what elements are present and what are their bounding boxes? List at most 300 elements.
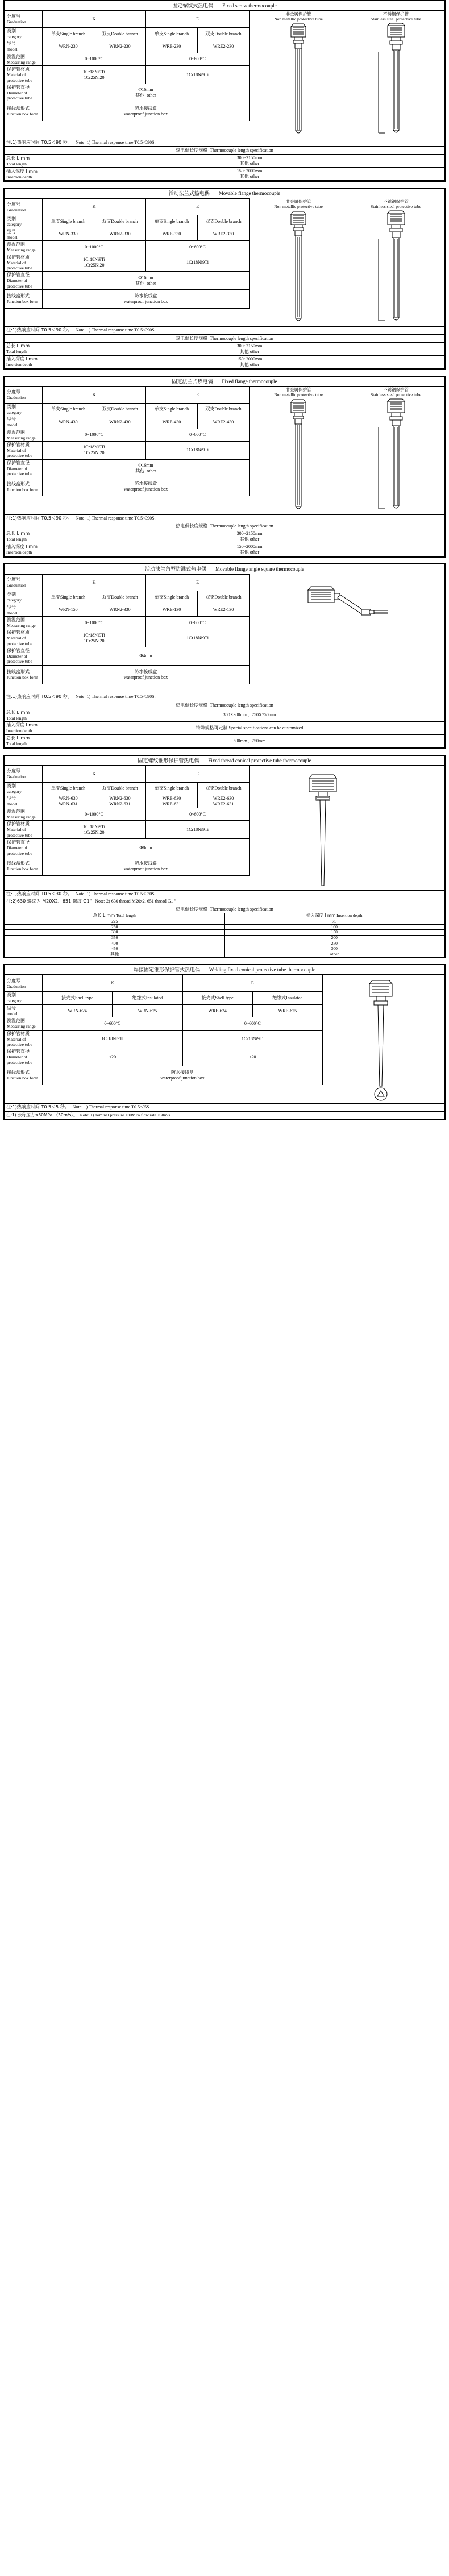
row-graduation: [5, 11, 250, 28]
row-label-en: Diameter of protective tube: [7, 654, 32, 664]
welded-conical-illustration: [352, 978, 415, 1103]
label-total-length: [5, 709, 55, 721]
diameter-value: Φ16mm 其他 other: [43, 459, 250, 477]
section-title-en: Movable flange angle square thermocouple: [215, 566, 304, 572]
section-body: [5, 975, 444, 1103]
label-category: [5, 215, 43, 228]
graduation-e: E: [146, 199, 250, 215]
row-material: [5, 441, 250, 459]
row-model: [5, 416, 250, 429]
model-cell: WRN2-630 WRN2-631: [94, 795, 146, 808]
row-category: [5, 215, 250, 228]
row-insertion-depth: [5, 168, 444, 181]
section-body: [5, 766, 444, 890]
label-insertion-depth: [5, 168, 55, 181]
note-thread: 注:2)630 螺纹为 M20X2、651 螺纹 G1" Note: 2) 630 thread M20x2, 651 thread G1 ": [5, 898, 444, 905]
row-label-cn: 总长 L mm: [6, 709, 30, 715]
material-k: 1Cr18Ni9Ti 1Cr25Ni20: [43, 441, 146, 459]
model-cell: WRN-625: [113, 1004, 182, 1017]
illustration-panel: [250, 766, 444, 890]
row-diameter: [5, 1048, 323, 1066]
row-label-en: Total length: [6, 537, 27, 542]
row-category: [5, 28, 250, 40]
row-junction: [5, 102, 250, 121]
row-label-cn: 保护管材质: [7, 630, 30, 635]
numtable-cell: 225: [5, 919, 225, 925]
row-diameter: [5, 272, 250, 290]
row-label-cn: 保护管直径: [7, 840, 30, 845]
label-model: [5, 795, 43, 808]
row-label-cn: 型号: [7, 41, 16, 47]
model-cell: WRE2-330: [198, 228, 250, 240]
row-label-cn: 接线盒形式: [7, 481, 30, 487]
row-label-en: model: [7, 234, 18, 240]
numtable-cell: 400: [5, 941, 225, 946]
graduation-k: K: [43, 11, 146, 28]
angle-square-illustration: [305, 582, 390, 693]
total-length-value: 300~2150mm 其他 other: [55, 342, 444, 355]
illustration-non-metallic: [250, 387, 347, 514]
numtable-row: [5, 946, 444, 952]
label-graduation: [5, 387, 43, 403]
numtable-header: [5, 913, 444, 919]
model-cell: WRE2-130: [198, 604, 250, 616]
row-label-cn: 分度号: [7, 978, 20, 983]
label-junction: [5, 102, 43, 121]
numtable-cell: 150: [224, 930, 444, 936]
spec-panel: [5, 11, 250, 139]
material-k: 1Cr18Ni9Ti 1Cr25Ni20: [43, 66, 146, 84]
category-e-b: 双支Double branch: [198, 782, 250, 795]
row-junction: [5, 1066, 323, 1085]
category-e-a: 单支Single branch: [146, 28, 198, 40]
label-insertion-depth: [5, 721, 55, 734]
row-label-cn: 保护管直径: [7, 460, 30, 466]
row-range: [5, 808, 250, 821]
row-label-en: model: [7, 610, 18, 616]
row-label-cn: 保护管材质: [7, 442, 30, 447]
pic-image-welded: [323, 975, 444, 1103]
diameter-value: Φ4mm: [43, 647, 250, 666]
section-body: [5, 387, 444, 514]
row-material: [5, 629, 250, 647]
category-k-a: 单支Single branch: [43, 28, 94, 40]
pic-caption-stainless: 不锈钢保护管 Stainless steel protective tube: [371, 387, 421, 397]
model-cell: WRE2-430: [198, 416, 250, 429]
numtable-cell: 250: [224, 941, 444, 946]
model-cell: WRN2-230: [94, 40, 146, 53]
label-category: [5, 782, 43, 795]
row-label-en: Measuring range: [7, 815, 36, 820]
row-label-cn: 总长 L mm: [6, 343, 30, 349]
spec-table: [5, 574, 250, 684]
row-label-en: Junction box form: [7, 675, 38, 680]
label-insertion-depth: [5, 543, 55, 556]
material-k: 1Cr18Ni9Ti 1Cr25Ni20: [43, 821, 146, 839]
section-title-cn: 固定螺纹锥形保护管热电偶: [138, 758, 199, 764]
row-label-en: Material of protective tube: [7, 260, 32, 271]
material-e: 1Cr18Ni9Ti: [146, 821, 250, 839]
pic-image-non-metallic: [250, 210, 347, 326]
graduation-k: K: [43, 766, 146, 782]
numtable-cell: 300: [5, 930, 225, 936]
length-spec-table: [5, 154, 444, 181]
row-model: [5, 1004, 323, 1017]
label-range: [5, 1017, 43, 1030]
note-thermal-response: 注:1)热响应时间 T0.5＜90 秒。 Note: 1) Thermal response time T0.5＜90S.: [5, 514, 444, 522]
pic-image-conical: [250, 766, 444, 890]
category-e-b: 双支Double branch: [198, 403, 250, 416]
row-label-cn: 测温范围: [7, 1018, 25, 1024]
section-fixed-conical: [3, 755, 446, 959]
model-cell: WRN-150: [43, 604, 94, 616]
row-label-cn: 保护管直径: [7, 84, 30, 90]
label-material: [5, 1030, 43, 1048]
row-graduation: [5, 199, 250, 215]
insertion-depth-value: 150~2000mm 其他 other: [55, 168, 444, 181]
label-model: [5, 228, 43, 240]
row-label-en: Junction box form: [7, 866, 38, 872]
junction-value: 防水接线盒 waterproof junction box: [43, 665, 250, 684]
row-label-cn: 类别: [7, 404, 16, 409]
row-diameter: [5, 459, 250, 477]
section-title-cn: 固定螺纹式热电偶: [172, 3, 214, 9]
label-junction: [5, 1066, 43, 1085]
pic-caption-non-metallic: 非金属保护管 Non metallic protective tube: [274, 11, 323, 22]
section-title: [5, 756, 444, 766]
label-graduation: [5, 766, 43, 782]
row-label-en: Measuring range: [7, 247, 36, 253]
junction-value: 防水接线盒 waterproof junction box: [43, 102, 250, 121]
label-total-length: [5, 530, 55, 543]
model-cell: WRN-630 WRN-631: [43, 795, 94, 808]
row-label-en: Graduation: [7, 395, 26, 401]
row-material: [5, 66, 250, 84]
row-label-en: Total length: [6, 715, 27, 721]
length-spec-title: 热电偶长度规格 Thermocouple length specification: [5, 905, 444, 913]
length-spec-table: [5, 342, 444, 369]
graduation-k: K: [43, 975, 182, 992]
row-label-cn: 接线盒形式: [7, 1070, 30, 1075]
row-label-cn: 测温范围: [7, 617, 25, 622]
category-e-a: 接壳式Shell type: [182, 992, 252, 1004]
section-fixed-screw: [3, 0, 446, 182]
row-label-en: Diameter of protective tube: [7, 278, 32, 289]
label-category: [5, 28, 43, 40]
category-k-a: 接壳式Shell type: [43, 992, 113, 1004]
diameter-value: Φ16mm 其他 other: [43, 272, 250, 290]
pic-caption-stainless: 不锈钢保护管 Stainless steel protective tube: [371, 199, 421, 210]
label-total-length-alt: [5, 735, 55, 747]
label-range: [5, 616, 43, 629]
section-title-cn: 固定法兰式热电偶: [172, 379, 213, 385]
row-label-en: Diameter of protective tube: [7, 1054, 32, 1065]
category-e-a: 单支Single branch: [146, 782, 198, 795]
row-range: [5, 1017, 323, 1030]
category-k-b: 双支Double branch: [94, 215, 146, 228]
non-metallic-tube-illustration: [278, 398, 318, 514]
row-material: [5, 1030, 323, 1048]
numtable-cell: 75: [224, 919, 444, 925]
row-label-cn: 测温范围: [7, 242, 25, 247]
row-label-en: Diameter of protective tube: [7, 466, 32, 477]
section-title-en: Welding fixed conical protective tube thermocouple: [209, 967, 315, 973]
label-insertion-depth: [5, 355, 55, 368]
row-label-cn: 分度号: [7, 201, 20, 207]
section-title-en: Fixed flange thermocouple: [222, 378, 277, 384]
row-label-cn: 型号: [7, 228, 16, 234]
row-category: [5, 992, 323, 1004]
illustration-panel: [250, 198, 444, 326]
section-title-en: Fixed screw thermocouple: [222, 3, 277, 9]
row-graduation: [5, 766, 250, 782]
row-label-en: Diameter of protective tube: [7, 845, 32, 856]
label-model: [5, 40, 43, 53]
category-k-b: 双支Double branch: [94, 28, 146, 40]
pic-caption-stainless: 不锈钢保护管 Stainless steel protective tube: [371, 11, 421, 22]
insertion-depth-value: 150~2000mm 其他 other: [55, 355, 444, 368]
spec-panel: [5, 574, 250, 693]
row-label-cn: 保护管材质: [7, 254, 30, 260]
material-k: 1Cr18Ni9Ti 1Cr25Ni20: [43, 629, 146, 647]
numtable-row: [5, 935, 444, 941]
material-e: 1Cr18Ni9Ti: [146, 254, 250, 272]
graduation-e: E: [146, 766, 250, 782]
spec-table: [5, 11, 250, 121]
non-metallic-tube-illustration: [278, 22, 318, 139]
note-thermal-response: 注:1)热响应时间 T0.5＜90 秒。 Note: 1) Thermal response time T0.5＜90S.: [5, 139, 444, 146]
row-label-en: Material of protective tube: [7, 635, 32, 646]
row-label-cn: 分度号: [7, 768, 20, 774]
row-label-en: Insertion depth: [6, 728, 32, 733]
range-e: 0~600°C: [146, 241, 250, 254]
row-label-cn: 总长 L mm: [6, 736, 30, 741]
junction-value: 防水接线盒 waterproof junction box: [43, 1066, 323, 1085]
row-graduation: [5, 387, 250, 403]
spec-table: [5, 975, 323, 1085]
category-k-a: 单支Single branch: [43, 782, 94, 795]
label-category: [5, 992, 43, 1004]
numtable-cell: 450: [5, 946, 225, 952]
pic-caption-non-metallic: 非金属保护管 Non metallic protective tube: [274, 199, 323, 210]
label-model: [5, 1004, 43, 1017]
section-title-en: Fixed thread conical protective tube thermocouple: [208, 757, 311, 763]
row-label-cn: 插入深度 l mm: [6, 722, 38, 728]
pic-image-stainless: [347, 210, 444, 326]
row-label-en: Insertion depth: [6, 550, 32, 555]
model-cell: WRE-630 WRE-631: [146, 795, 198, 808]
row-label-en: Insertion depth: [6, 362, 32, 368]
junction-value: 防水接线盒 waterproof junction box: [43, 477, 250, 496]
material-k: 1Cr18Ni9Ti 1Cr25Ni20: [43, 254, 146, 272]
label-material: [5, 441, 43, 459]
row-label-cn: 接线盒形式: [7, 105, 30, 111]
row-label-en: model: [7, 47, 18, 52]
row-insertion-depth: [5, 721, 444, 734]
row-model: [5, 228, 250, 240]
row-label-cn: 总长 L mm: [6, 531, 30, 537]
range-e: 0~600°C: [146, 53, 250, 65]
range-e: 0~600°C: [146, 429, 250, 441]
spec-table: [5, 766, 250, 876]
length-number-table: [5, 913, 444, 957]
junction-value: 防水接线盒 waterproof junction box: [43, 290, 250, 309]
graduation-e: E: [146, 387, 250, 403]
row-category: [5, 591, 250, 604]
section-angle-square: [3, 563, 446, 749]
diameter-value: Φ16mm 其他 other: [43, 84, 250, 102]
row-label-en: category: [7, 998, 22, 1004]
label-graduation: [5, 575, 43, 591]
label-diameter: [5, 1048, 43, 1066]
model-cell: WRE-130: [146, 604, 198, 616]
row-label-en: category: [7, 409, 22, 415]
length-spec-table-alt: [5, 734, 444, 747]
graduation-k: K: [43, 199, 146, 215]
graduation-k: K: [43, 575, 146, 591]
illustration-stainless: [347, 387, 444, 514]
model-cell: WRN-430: [43, 416, 94, 429]
row-range: [5, 429, 250, 441]
row-label-cn: 类别: [7, 992, 16, 998]
category-k-b: 双支Double branch: [94, 403, 146, 416]
total-length-value: 300X300mm、750X750mm: [55, 709, 444, 721]
row-label-en: category: [7, 222, 22, 227]
material-e: 1Cr18Ni9Ti: [146, 441, 250, 459]
row-label-en: Total length: [6, 741, 27, 747]
label-diameter: [5, 839, 43, 857]
row-range: [5, 616, 250, 629]
row-label-cn: 接线盒形式: [7, 669, 30, 675]
insertion-depth-value: 150~2000mm 其他 other: [55, 543, 444, 556]
catalog-page: [0, 0, 449, 1120]
illustration-panel: [323, 975, 444, 1103]
row-label-cn: 型号: [7, 417, 16, 422]
illustration-panel: [250, 11, 444, 139]
category-e-b: 双支Double branch: [198, 28, 250, 40]
label-graduation: [5, 975, 43, 992]
label-junction: [5, 665, 43, 684]
model-cell: WRN2-330: [94, 604, 146, 616]
graduation-e: E: [182, 975, 322, 992]
section-title-en: Movable flange thermocouple: [218, 190, 281, 197]
range-e: 0~600°C: [146, 808, 250, 821]
row-label-en: Graduation: [7, 207, 26, 213]
section-title: [5, 965, 444, 975]
label-range: [5, 808, 43, 821]
total-length-alt-value: 500mm、750mm: [55, 735, 444, 747]
length-spec-table: [5, 709, 444, 735]
section-body: [5, 198, 444, 326]
row-material: [5, 254, 250, 272]
row-label-en: model: [7, 1011, 18, 1016]
row-label-en: Total length: [6, 349, 27, 355]
row-label-en: Insertion depth: [6, 174, 32, 180]
row-label-en: Measuring range: [7, 435, 36, 441]
numtable-cell: 350: [5, 935, 225, 941]
note-thermal-response: 注:1)热响应时间 T0.5＜90 秒。 Note: 1) Thermal response time T0.5＜90S.: [5, 693, 444, 700]
model-cell: WRN2-330: [94, 228, 146, 240]
label-range: [5, 241, 43, 254]
note-thermal-response: 注:1)热响应时间 T0.5＜30 秒。 Note: 1) Thermal response time T0.5＜30S.: [5, 890, 444, 898]
length-spec-title: 热电偶长度规格 Thermocouple length specification: [5, 334, 444, 342]
row-label-en: Junction box form: [7, 1075, 38, 1081]
diameter-k: ≤20: [43, 1048, 182, 1066]
category-k-a: 单支Single branch: [43, 403, 94, 416]
numtable-header-cell: 总长 L mm Total length: [5, 913, 225, 919]
label-diameter: [5, 272, 43, 290]
label-range: [5, 429, 43, 441]
row-label-cn: 分度号: [7, 577, 20, 583]
numtable-header-cell: 插入深度 l mm Insertion depth: [224, 913, 444, 919]
row-label-en: Material of protective tube: [7, 827, 32, 838]
spec-panel: [5, 975, 323, 1103]
label-material: [5, 254, 43, 272]
stainless-tube-illustration: [374, 210, 418, 326]
model-cell: WRE2-230: [198, 40, 250, 53]
length-spec-table: [5, 530, 444, 556]
label-category: [5, 403, 43, 416]
length-spec-title: 热电偶长度规格 Thermocouple length specification: [5, 701, 444, 709]
material-k: 1Cr18Ni9Ti: [43, 1030, 182, 1048]
numtable-row: [5, 924, 444, 930]
category-e-a: 单支Single branch: [146, 215, 198, 228]
stainless-tube-illustration: [374, 398, 418, 514]
row-junction: [5, 665, 250, 684]
section-title-cn: 活动法兰角型防溅式热电偶: [145, 567, 207, 573]
row-label-cn: 分度号: [7, 389, 20, 395]
row-label-cn: 类别: [7, 216, 16, 222]
label-range: [5, 53, 43, 65]
row-model: [5, 604, 250, 616]
model-cell: WRN-230: [43, 40, 94, 53]
spec-panel: [5, 766, 250, 890]
row-label-en: Junction box form: [7, 487, 38, 492]
row-junction: [5, 290, 250, 309]
row-label-cn: 插入深度 l mm: [6, 168, 38, 174]
row-label-cn: 测温范围: [7, 809, 25, 815]
pic-image-non-metallic: [250, 22, 347, 139]
spec-table: [5, 387, 250, 497]
spec-panel: [5, 198, 250, 326]
category-k-b: 双支Double branch: [94, 591, 146, 604]
illustration-non-metallic: [250, 11, 347, 139]
graduation-e: E: [146, 575, 250, 591]
non-metallic-tube-illustration: [278, 210, 318, 326]
numtable-cell: other: [224, 952, 444, 957]
row-label-en: Measuring range: [7, 622, 36, 628]
category-e-b: 双支Double branch: [198, 215, 250, 228]
label-model: [5, 416, 43, 429]
row-label-en: Junction box form: [7, 111, 38, 117]
row-total-length: [5, 530, 444, 543]
row-label-en: Total length: [6, 161, 27, 167]
row-label-en: Graduation: [7, 583, 26, 588]
label-graduation: [5, 199, 43, 215]
diameter-value: Φ8mm: [43, 839, 250, 857]
illustration-panel: [250, 387, 444, 514]
category-k-b: 双支Double branch: [94, 782, 146, 795]
stainless-tube-illustration: [374, 22, 418, 139]
category-e-b: 双支Double branch: [198, 591, 250, 604]
numtable-row: [5, 941, 444, 946]
pic-caption-non-metallic: 非金属保护管 Non metallic protective tube: [274, 387, 323, 397]
range-k: 0~1000°C: [43, 241, 146, 254]
illustration-panel: [250, 574, 444, 693]
length-spec-title: 热电偶长度规格 Thermocouple length specification: [5, 522, 444, 530]
numtable-cell: 200: [224, 935, 444, 941]
label-junction: [5, 290, 43, 309]
